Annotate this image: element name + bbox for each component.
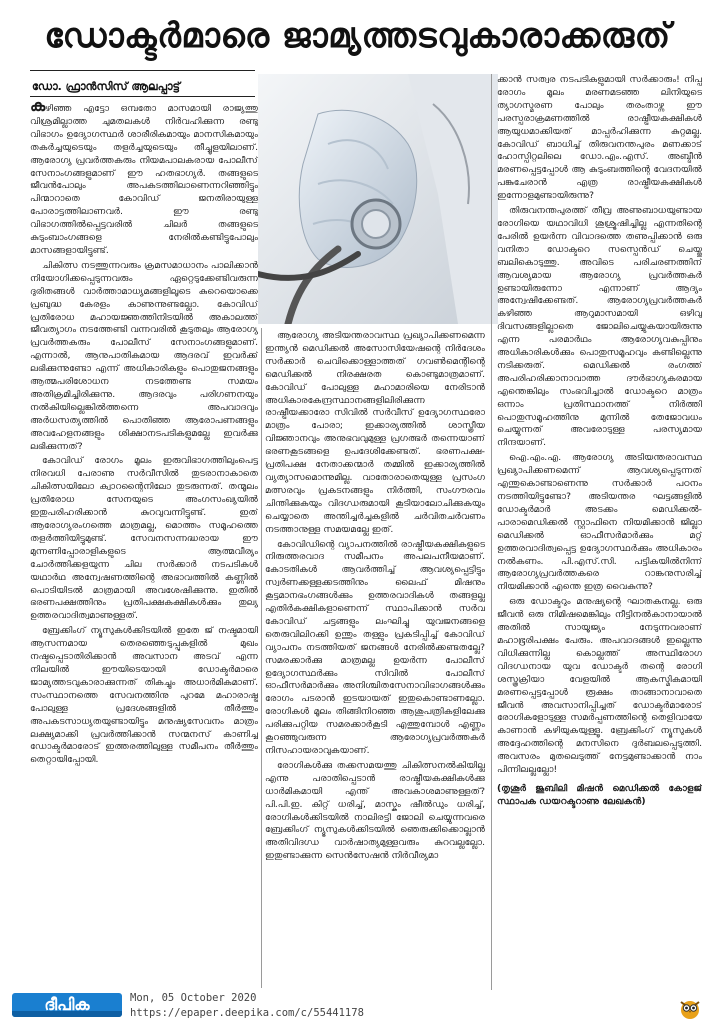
author-byline: ഡോ. ഫ്രാൻസിസ് ആലപ്പാട്ട് <box>32 80 180 93</box>
article-column-2 <box>265 330 485 990</box>
paragraph: ക്കാൻ സത്വര നടപടികളുമായി സർക്കാരും! നിപ്പ രോഗം മൂലം മരണമടഞ്ഞ ലിനിയുടെ ത്യാഗസ്മരണ പോലും തരംതാഴ്ന്ന ഈ പരസ്പരാക്രമണത്തിൽ രാഷ്ട്രീയകക്ഷികൾ ആയുധമാക്കിയത് മാപ്പർഹിക്കുന്ന കുറ്റമല്ല. കോവിഡ് ബാധിച്ച് തിരുവനന്തപുരം മണക്കാട് ഹോസ്പിറ്റലിലെ ഡോ.എം.എസ്. അബ്ദീൻ മരണപ്പെട്ടപ്പോൾ ആ കുടുംബത്തിന്റെ വേദനയിൽ പങ്കുചേരാൻ എത്ര രാഷ്ട്രീയകക്ഷികൾ ഇന്നോളമുണ്ടായിരുന്നു? <box>497 74 702 202</box>
paragraph: ഐ.എം.എ. ആരോഗ്യ അടിയന്തരാവസ്ഥ പ്രഖ്യാപിക്കണമെന്ന് ആവശ്യപ്പെടുന്നത് എന്തുകൊണ്ടാണെന്നു സർക്കാർ പഠനം നടത്തിയിട്ടുണ്ടോ? അടിയന്തര ഘട്ടങ്ങളിൽ ഡോക്ടർമാർ അടക്കം മെഡിക്കൽ- പാരാമെഡിക്കൽ സ്റ്റാഫിനെ നിയമിക്കാൻ ജില്ലാ മെഡിക്കൽ ഓഫീസർമാർക്കും മറ്റ് ഉത്തരവാദിത്വപ്പെട്ട ഉദ്യോഗസ്ഥർക്കും അധികാരം നൽകണം. പി.എസ്.സി. പട്ടികയിൽനിന്ന് ആരോഗ്യപ്രവർത്തകരെ റാങ്കനുസരിച്ച് നിയമിക്കാൻ എന്തെ ഇത്ര വൈകുന്നു? <box>497 452 702 593</box>
byline-bottom-rule <box>30 96 255 97</box>
drop-cap: ക <box>30 100 46 115</box>
author-credit: (തൃശൂർ ജൂബിലി മിഷൻ മെഡിക്കൽ കോളജ് സ്ഥാപക ഡയറക്ടറാണു ലേഖകൻ) <box>497 782 702 807</box>
paragraph: കോവിഡ് രോഗം മൂലം ഇരുവിഭാഗത്തിലുംപെട്ട നിരവധി പേരാണു സർവീസിൽ തുടരാനാകാതെ ചികിത്സയിലോ ക്വാറന്റൈനിലോ തുടരുന്നത്. തന്മൂലം പ്രതിരോധ സേനയുടെ അംഗസംഖ്യയിൽ ഇതുപരിഹരിക്കാൻ കുറവുവന്നിട്ടുണ്ട്. ഇത് ആരോഗ്യരംഗത്തെ മാത്രമല്ല, മൊത്തം സമൂഹത്തെ തളർത്തിയിട്ടുമുണ്ട്. സേവനസന്നദ്ധരായ ഈ മുന്നണിപ്പോരാളികളുടെ ആത്മവീര്യം ചോർത്തിക്കളയുന്ന ചില സർക്കാർ നടപടികൾ യഥാർഥ അന്വേഷണത്തിന്റെ അഭാവത്തിൽ കണ്ണിൽ പൊടിയിടൽ മാത്രമായി അവശേഷിക്കുന്നു. ഇതിൽ ഭരണപക്ഷത്തിനും പ്രതിപക്ഷകക്ഷികൾക്കും തുല്യ ഉത്തരവാദിത്വമാണുള്ളത്. <box>30 455 258 622</box>
paragraph: ആരോഗ്യ അടിയന്തരാവസ്ഥ പ്രഖ്യാപിക്കണമെന്ന ഇന്ത്യൻ മെഡിക്കൽ അസോസിയേഷന്റെ നിർദേശം സർക്കാർ ചെവിക്കൊള്ളാത്തത് ഗവൺമെന്റിന്റെ മെഡിക്കൽ നിരക്ഷരത കൊണ്ടുമാത്രമാണ്. കോവിഡ് പോലുള്ള മഹാമാരിയെ നേരിടാൻ അധികാരകേന്ദ്രസ്ഥാനങ്ങളിലിരിക്കുന്ന രാഷ്ട്രീയക്കാരോ സിവിൽ സർവീസ് ഉദ്യോഗസ്ഥരോ മാത്രം പോരാ; ഇക്കാര്യത്തിൽ ശാസ്ത്രീയ വിജ്ഞാനവും അനുഭവവുമുള്ള പ്രഗത്ഭർ തന്നെയാണ് ഭരണകൂടങ്ങളെ ഉപദേശിക്കേണ്ടത്. ഭരണപക്ഷ- പ്രതിപക്ഷ നേതാക്കന്മാർ തമ്മിൽ ഇക്കാര്യത്തിൽ വ്യത്യാസമൊന്നുമില്ല. വാതോരാതെയുള്ള പ്രസംഗ മത്സരവും പ്രകടനങ്ങളും നിർത്തി, സംഗൗരവം ചിന്തിക്കുകയും വിദഗ്ധരുമായി കൂടിയാലോചിക്കുകയും ചെയ്യാതെ അന്തിച്ചർച്ചകളിൽ ചർവിതചർവണം നടത്താനുള്ള സമയമല്ലേ ഇത്. <box>265 330 485 535</box>
article-column-3 <box>497 74 702 990</box>
paragraph: തിരുവനന്തപുരത്ത് തീവ്ര അണുബാധയുണ്ടായ രോഗിയെ യഥാവിധി ശുശ്രൂഷിച്ചില്ല എന്നതിന്റെ പേരിൽ ഉയർന്ന വിവാദത്തെ തണുപ്പിക്കാൻ ഒരു വനിതാ ഡോക്ടറെ സസ്പെൻഡ് ചെയ്തു ബലികൊടുത്തു. അവിടെ പരിചരണത്തിന് ആവശ്യമായ ആരോഗ്യ പ്രവർത്തകർ ഉണ്ടായിരുന്നോ എന്നാണ് ആദ്യം അന്വേഷിക്കേണ്ടത്. ആരോഗ്യപ്രവർത്തകർ കഴിഞ്ഞ ആറുമാസമായി ഒഴിവു ദിവസങ്ങളില്ലാതെ ജോലിചെയ്യുകയായിരുന്നു എന്ന പരമാർഥം ആരോഗ്യവകുപ്പിനും അധികാരികൾക്കും പൊതുസമൂഹവും കണ്ടില്ലെന്നു നടിക്കരുത്. മെഡിക്കൽ രംഗത്ത് അപരിഹരിക്കാനാവാത്ത ദൗർഭാഗ്യകരമായ എന്തെങ്കിലും സംഭവിച്ചാൽ ഡോക്ടറെ മാത്രം ഒന്നാം പ്രതിസ്ഥാനത്ത് നിർത്തി പൊതുസമൂഹത്തിനു മുന്നിൽ തേജോവധം ചെയ്യുന്നത് അവരോടുള്ള പരസ്യമായ നിന്ദയാണ്. <box>497 205 702 449</box>
article-column-1 <box>30 100 258 990</box>
paragraph: കോവിഡിന്റെ വ്യാപനത്തിൽ രാഷ്ട്രീയകക്ഷികളുടെ നിരുത്തരവാദ സമീപനം അപലപനീയമാണ്. കോടതികൾ ആവർത്തിച്ച് ആവശ്യപ്പെട്ടിട്ടും സ്വർണക്കള്ളക്കടത്തിനും ലൈഫ് മിഷനും കൂട്ടമാനഭംഗങ്ങൾക്കും ഉത്തരവാദികൾ തങ്ങളല്ല എതിർകക്ഷികളാണെന്ന് സ്ഥാപിക്കാൻ സർവ കോവിഡ് ചട്ടങ്ങളും ലംഘിച്ചു യുവജനങ്ങളെ തെരുവിലിറക്കി ഉന്തും തള്ളും പ്രകടിപ്പിച്ച് കോവിഡ് വ്യാപനം നടത്തിയത് ജനങ്ങൾ നേരിൽക്കണ്ടതല്ലേ? സമരക്കാർക്കു മാത്രമല്ല ഉയർന്ന പോലീസ് ഉദ്യോഗസ്ഥർക്കും സിവിൽ പോലീസ് ഓഫീസർമാർക്കും അനിശ്ചിതസേനാവിഭാഗങ്ങൾക്കും രോഗം പടരാൻ ഇടയായത് ഇതുകൊണ്ടാണല്ലോ. രോഗികൾ മൂലം തിങ്ങിനിറഞ്ഞ ആശുപത്രികളിലേക്കു പരിക്കുപറ്റിയ സമരക്കാർകൂടി എത്തുമ്പോൾ എണ്ണം കൂറഞ്ഞുവരുന്ന ആരോഗ്യപ്രവർത്തകർ നിസഹായരാവുകയാണ്. <box>265 538 485 756</box>
article-headline: ഡോക്ടർമാരെ ജാമ്യത്തടവുകാരാക്കരുത് <box>44 16 671 56</box>
stethoscope-photo <box>258 74 498 324</box>
column-divider-1 <box>261 328 262 988</box>
deepika-logo[interactable] <box>12 993 122 1017</box>
paragraph: ബ്രേക്കിംഗ് ന്യൂസുകൾക്കിടയിൽ ഇതേ ജ് നഷ്ടമായി ആസന്നമായ തെരഞ്ഞെടുപ്പുകളിൽ മുഖം നഷ്ടപ്പെടാതിരിക്കാൻ അവസാന അടവ് എന്ന നിലയിൽ ഈയിടെയായി ഡോക്ടർമാരെ ജാമ്യത്തടവുകാരാക്കുന്നത് തികച്ചും അധാർമികമാണ്. സംസ്ഥാനത്തെ സേവനത്തിനു പുറമേ മഹാരാഷ്ട്ര പോലുള്ള പ്രദേശങ്ങളിൽ തീർത്തും അപകടസാധ്യതയുണ്ടായിട്ടും മനുഷ്യസേവനം മാത്രം ലക്ഷ്യമാക്കി പ്രവർത്തിക്കാൻ സന്മനസ് കാണിച്ച ഡോക്ടർമാരോട് ഇത്തരത്തിലുള്ള സമീപനം തീർത്തും തെറ്റായിപ്പോയി. <box>30 625 258 766</box>
owl-icon[interactable] <box>678 996 702 1020</box>
paragraph-text: ഴിഞ്ഞ എട്ടോ ഒമ്പതോ മാസമായി രാജ്യത്തു വിശ്രമില്ലാത്ത ചുമതലകൾ നിർവഹിക്കുന്ന രണ്ടു വിഭാഗം ഉദ്യോഗസ്ഥർ ശാരീരികമായും മാനസികമായും തകർച്ചയുടെയും തളർച്ചയുടെയും തീച്ചൂളയിലാണ്. ആരോഗ്യ പ്രവർത്തകരും നിയമപാലകരായ പോലീസ് സേനാംഗങ്ങളുമാണ് ഈ ഹതഭാഗ്യർ. തങ്ങളുടെ ജീവൻപോലും അപകടത്തിലാണെന്നറിഞ്ഞിട്ടും പിന്മാറാതെ കോവിഡ് ജനതിരായുള്ള പോരാട്ടത്തിലാണവർ. ഈ രണ്ടു വിഭാഗത്തിൽപ്പെട്ടവരിൽ ചിലർ തങ്ങളുടെ കുടുംബാംഗങ്ങളെ നേരിൽകണ്ടിട്ടുപോലും മാസങ്ങളായിട്ടുണ്ട്. <box>30 103 258 256</box>
byline-top-rule <box>30 70 255 71</box>
paragraph: ചികിത്സ നടത്തുന്നവരും ക്രമസമാധാനം പാലിക്കാൻ നിയോഗിക്കപ്പെടുന്നവരും ഏറ്റെടുക്കേണ്ടിവരുന്ന ദുരിതങ്ങൾ വാർത്താമാധ്യമങ്ങളിലൂടെ കുറെയൊക്കെ പ്രബുദ്ധ കേരളം കാണുന്നുണ്ടല്ലോ. കോവിഡ് പ്രതിരോധ മഹായജ്ഞത്തിനിടയിൽ അകാലത്ത് ജീവത്യാഗം നടത്തേണ്ടി വന്നവരിൽ കൂടുതലും ആരോഗ്യ പ്രവർത്തകരും പോലീസ് സേനാംഗങ്ങളുമാണ്. എന്നാൽ, ആനുപാതികമായ ആദരവ് ഇവർക്ക് ലഭിക്കുന്നുണ്ടോ എന്ന് അധികാരികളും പൊതുജനങ്ങളും ആത്മപരിശോധന നടത്തേണ്ട സമയം അതിക്രമിച്ചിരിക്കുന്നു. ആദരവും പരിഗണനയും നൽകിയില്ലെങ്കിൽത്തന്നെ അപവാദവും അർധസത്യത്തിൽ പൊതിഞ്ഞ ആരോപണങ്ങളും അവഹേളനങ്ങളും ശിക്ഷാനടപടികളുമല്ലേ ഇവർക്കു ലഭിക്കുന്നത്? <box>30 259 258 452</box>
article-url[interactable]: https://epaper.deepika.com/c/55441178 <box>130 1007 364 1019</box>
column-divider-2 <box>491 74 492 990</box>
publish-date: Mon, 05 October 2020 <box>130 992 257 1004</box>
paragraph: ഒരു ഡോക്ടറും മനുഷ്യന്റെ ഘാതകനല്ല. ഒരു ജീവൻ ഒരു നിമിഷമെങ്കിലും നീട്ടിനൽകാനായാൽ അതിൽ സായൂജ്യം നേടുന്നവരാണ് മഹാഭൂരിപക്ഷം പേരും. അപവാദങ്ങൾ ഇല്ലെന്നു വിധിക്കുന്നില്ല കൊല്ലത്ത് അസ്ഥിരോഗ വിദഗ്ധനായ യുവ ഡോക്ടർ തന്റെ രോഗി ശസ്ത്രക്രിയാ വേളയിൽ ആകസ്മികമായി മരണപ്പെട്ടപ്പോൾ രൂക്ഷം താങ്ങാനാവാതെ ജീവൻ അവസാനിപ്പിച്ചത് ഡോക്ടർമാരോട് രോഗികളോടുള്ള സമർപ്പണത്തിന്റെ തെളിവായേ കാണാൻ കഴിയുകയുള്ളൂ. ബ്രേക്കിംഗ് ന്യൂസുകൾ അദ്ദേഹത്തിന്റെ മനസിനെ ദുർബലപ്പെടുത്തി. അവസരം മുതലെടുത്ത് നേട്ടമുണ്ടാക്കാൻ നാം പിന്നിലല്ലല്ലോ! <box>497 596 702 776</box>
paragraph <box>30 100 258 258</box>
logo-text: ദീപിക <box>44 995 90 1014</box>
paragraph: രോഗികൾക്കു തക്കസമയത്തു ചികിത്സനൽകിയില്ല എന്നു പരാതിപ്പെടാൻ രാഷ്ട്രീയകക്ഷികൾക്കു ധാർമികമായി എന്ത് അവകാശമാണുള്ളത്? പി.പി.ഇ. കിറ്റ് ധരിച്ച്, മാസ്കും ഷീൽഡും ധരിച്ച്, രോഗികൾക്കിടയിൽ നാലിരട്ടി ജോലി ചെയ്യുന്നവരെ ബ്രേക്കിംഗ് ന്യൂസുകൾക്കിടയിൽ ഞെരുക്കിക്കൊല്ലാൻ അതിവിദഗ്ധ വാർഷാത്യമുള്ളവരും കുറവല്ലല്ലോ. ഇതുണ്ടാക്കുന്ന സെൻസേഷൻ നിർവീര്യമാ <box>265 759 485 862</box>
